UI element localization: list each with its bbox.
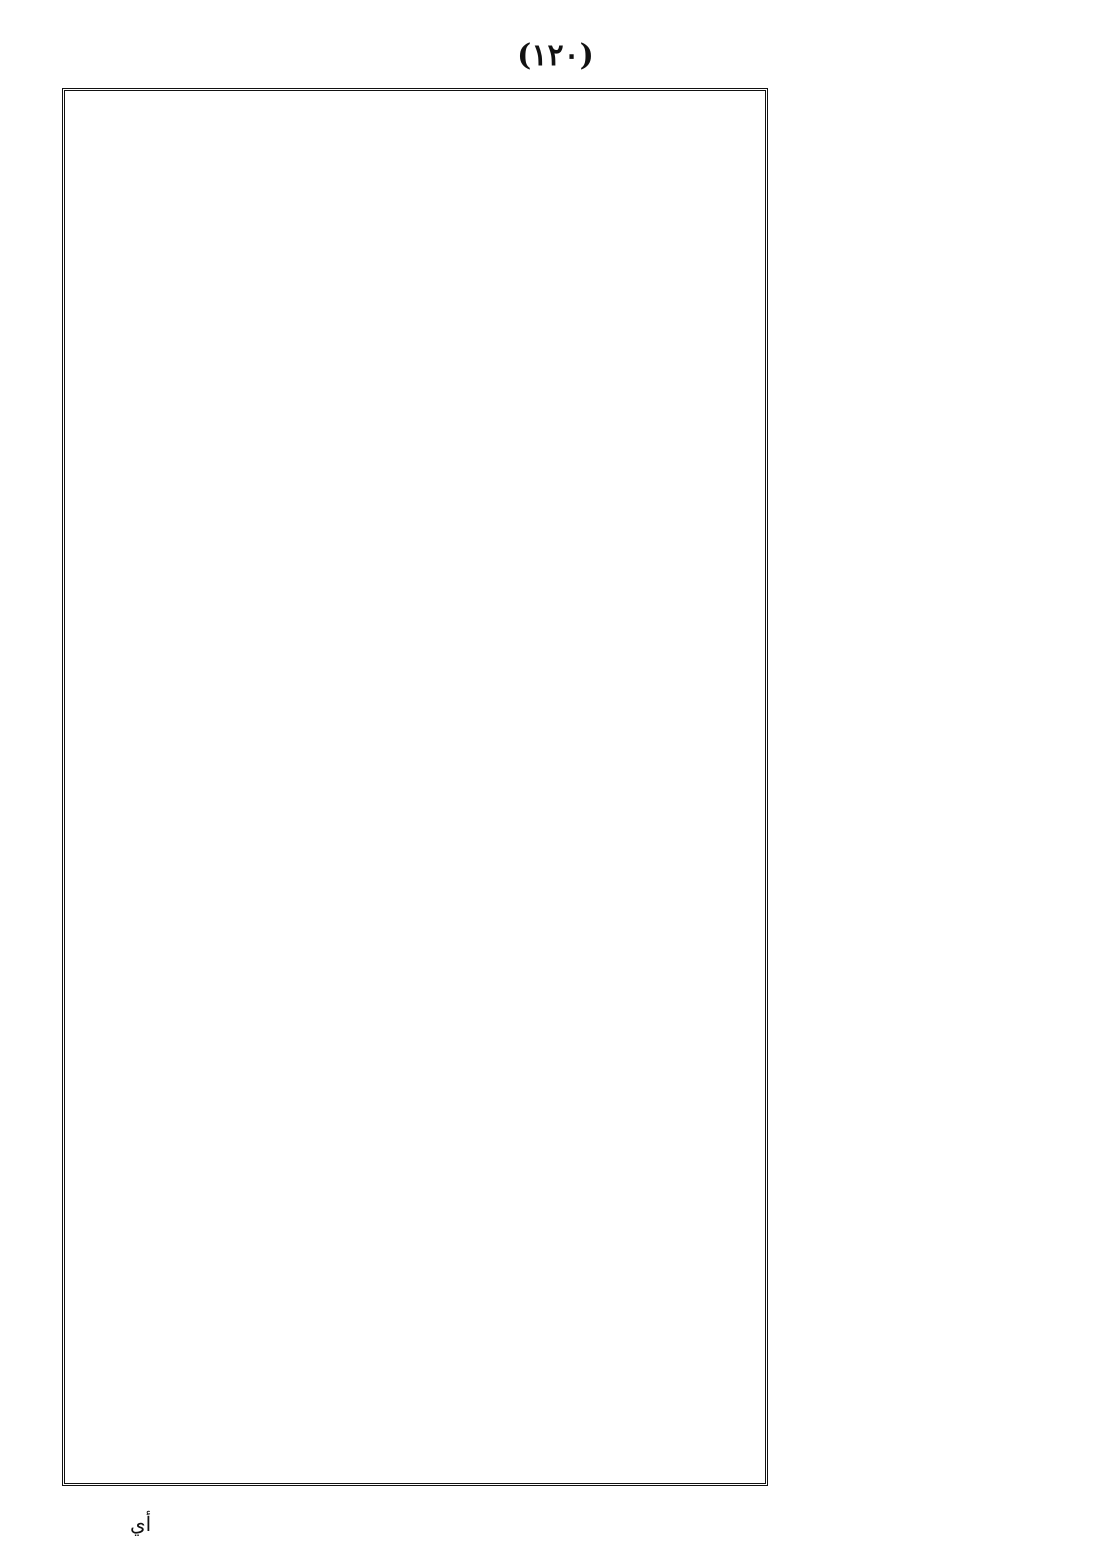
margin-commentary bbox=[776, 96, 1094, 1472]
main-text bbox=[72, 96, 752, 1472]
page-number: (١٢٠) bbox=[517, 38, 594, 73]
catchword: أي bbox=[130, 1512, 152, 1536]
